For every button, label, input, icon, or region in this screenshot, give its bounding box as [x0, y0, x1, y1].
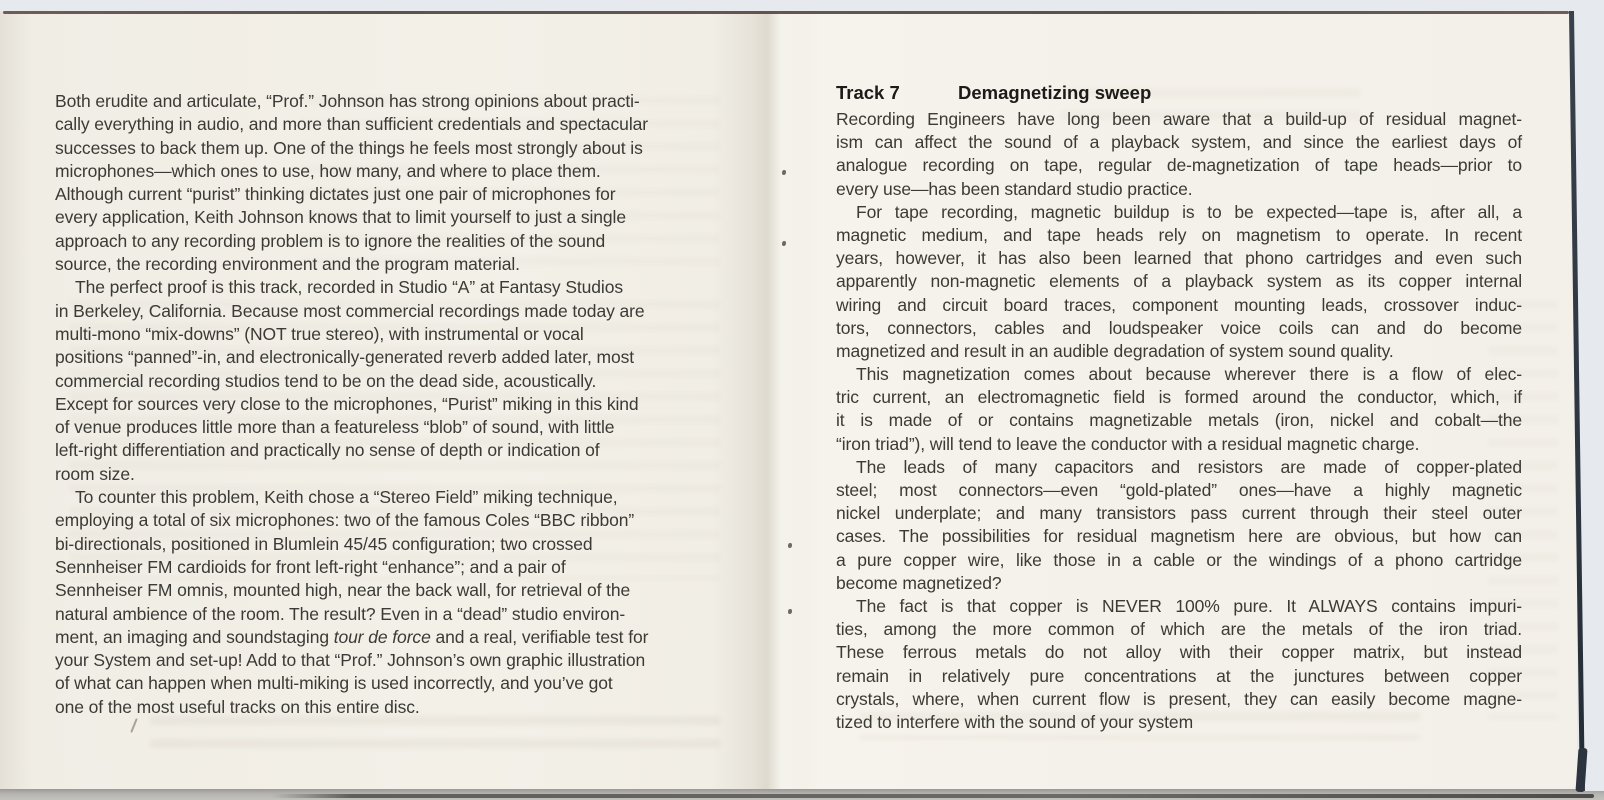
- text-line: one of the most useful tracks on this entire disc.: [55, 696, 420, 717]
- text-line: source, the recording environment and the program material.: [55, 254, 520, 275]
- text-line: The leads of many capacitors and resistors are made of copper-plated: [856, 456, 1522, 477]
- bottom-page-edge: [272, 794, 1594, 798]
- text-line: your System and set-up! Add to that “Prof.” Johnson’s own graphic illustration: [55, 650, 646, 671]
- show-through-ghost: [150, 716, 720, 762]
- text-line: tized to interfere with the sound of your system: [836, 711, 1194, 732]
- text-line: cases. The possibilities for residual magnetism here are obvious, but how can: [836, 526, 1522, 547]
- text-line: The fact is that copper is NEVER 100% pure. It ALWAYS contains impuri-: [856, 595, 1522, 616]
- text-line: To counter this problem, Keith chose a “Stereo Field” miking technique,: [75, 487, 618, 508]
- text-line: natural ambience of the room. The result? Even in a “dead” studio environ-: [55, 603, 626, 624]
- text-line: become magnetized?: [836, 572, 1002, 593]
- text-line: magnetized and result in an audible degradation of system sound quality.: [836, 340, 1394, 361]
- staple-mark: [788, 609, 792, 614]
- text-line: in Berkeley, California. Because most commercial recordings made today are: [55, 300, 645, 321]
- text-line: ism can affect the sound of a playback system, and since the earliest days of: [836, 132, 1522, 153]
- left-page-text: [55, 90, 747, 719]
- staple-mark: [782, 241, 786, 246]
- text-line: years, however, it has also been learned that phono cartridges and even such: [836, 248, 1522, 269]
- track-number: Track 7: [836, 82, 900, 103]
- text-line: remain in relatively pure concentrations at the junctures between copper: [836, 665, 1522, 686]
- text-line: successes to back them up. One of the things he feels most strongly about is: [55, 137, 643, 158]
- text-line: commercial recording studios tend to be on the dead side, acoustically.: [55, 370, 597, 391]
- text-line: approach to any recording problem is to ignore the realities of the sound: [55, 230, 606, 251]
- text-line: nickel underplate; and many transistors pass current through their steel outer: [836, 503, 1522, 524]
- text-line: of venue produces little more than a featureless “blob” of sound, with little: [55, 417, 615, 438]
- text-line: employing a total of six microphones: two of the famous Coles “BBC ribbon”: [55, 510, 635, 531]
- text-line: Recording Engineers have long been aware that a build-up of residual magnet-: [836, 109, 1522, 129]
- text-line: Both erudite and articulate, “Prof.” Johnson has strong opinions about practi-: [55, 91, 640, 111]
- text-line: For tape recording, magnetic buildup is to be expected—tape is, after all, a: [856, 201, 1522, 222]
- page-top-edge: [3, 11, 1569, 14]
- text-line: multi-mono “mix-downs” (NOT true stereo), with instrumental or vocal: [55, 323, 584, 344]
- text-line: cally everything in audio, and more than sufficient credentials and spectacular: [55, 114, 648, 135]
- text-line: wiring and circuit board traces, component mounting leads, crossover induc-: [836, 294, 1522, 315]
- text-line: left-right differentiation and practically no sense of depth or indication of: [55, 440, 600, 461]
- text-line: it is made of or contains magnetizable metals (iron, nickel and cobalt—the: [836, 410, 1522, 431]
- text-line: These ferrous metals do not alloy with their copper matrix, but instead: [836, 642, 1522, 663]
- text-line: tors, connectors, cables and loudspeaker voice coils can and do become: [836, 317, 1522, 338]
- text-line: tric current, an electromagnetic field is formed around the conductor, which, if: [836, 387, 1522, 408]
- text-line: This magnetization comes about because wherever there is a flow of elec-: [856, 364, 1522, 385]
- text-line: of what can happen when multi-miking is used incorrectly, and you’ve got: [55, 673, 613, 694]
- text-line: every use—has been standard studio practice.: [836, 178, 1193, 199]
- text-line: positions “panned”-in, and electronically-generated reverb added later, most: [55, 347, 634, 368]
- text-line: magnetic medium, and tape heads rely on magnetism to operate. In recent: [836, 224, 1522, 245]
- text-line: bi-directionals, positioned in Blumlein 45/45 configuration; two crossed: [55, 533, 593, 554]
- staple-mark: [788, 543, 792, 548]
- text-line: apparently non-magnetic elements of a playback system as its copper internal: [836, 271, 1522, 292]
- text-line: room size.: [55, 463, 135, 484]
- text-line: crystals, where, when current flow is present, they can easily become magne-: [836, 688, 1522, 709]
- text-line: “iron triad”), will tend to leave the conductor with a residual magnetic charge.: [836, 433, 1420, 454]
- track-title: Demagnetizing sweep: [958, 82, 1152, 103]
- text-line: microphones—which ones to use, how many, and where to place them.: [55, 160, 601, 181]
- text-line: ment, an imaging and soundstaging tour de force and a real, verifiable test for: [55, 626, 649, 647]
- text-line: steel; most connectors—even “gold-plated” ones—have a highly magnetic: [836, 480, 1522, 500]
- text-line: every application, Keith Johnson knows that to limit yourself to just a single: [55, 207, 626, 228]
- text-line: analogue recording on tape, regular de-magnetization of tape heads—prior to: [836, 155, 1522, 176]
- staple-mark: [782, 170, 786, 175]
- text-line: Except for sources very close to the microphones, “Purist” miking in this kind: [55, 393, 639, 414]
- text-line: The perfect proof is this track, recorded in Studio “A” at Fantasy Studios: [75, 277, 623, 298]
- left-page-curve-shading: [0, 11, 46, 791]
- text-line: Sennheiser FM cardioids for front left-right “enhance”; and a pair of: [55, 556, 566, 577]
- text-line: a pure copper wire, like those in a cable or the windings of a phono cartridge: [836, 549, 1522, 570]
- text-line: ties, among the more common of which are the metals of the iron triad.: [836, 619, 1522, 640]
- right-page-text: [836, 108, 1522, 734]
- text-line: Sennheiser FM omnis, mounted high, near the back wall, for retrieval of the: [55, 580, 631, 601]
- text-line: Although current “purist” thinking dictates just one pair of microphones for: [55, 184, 616, 205]
